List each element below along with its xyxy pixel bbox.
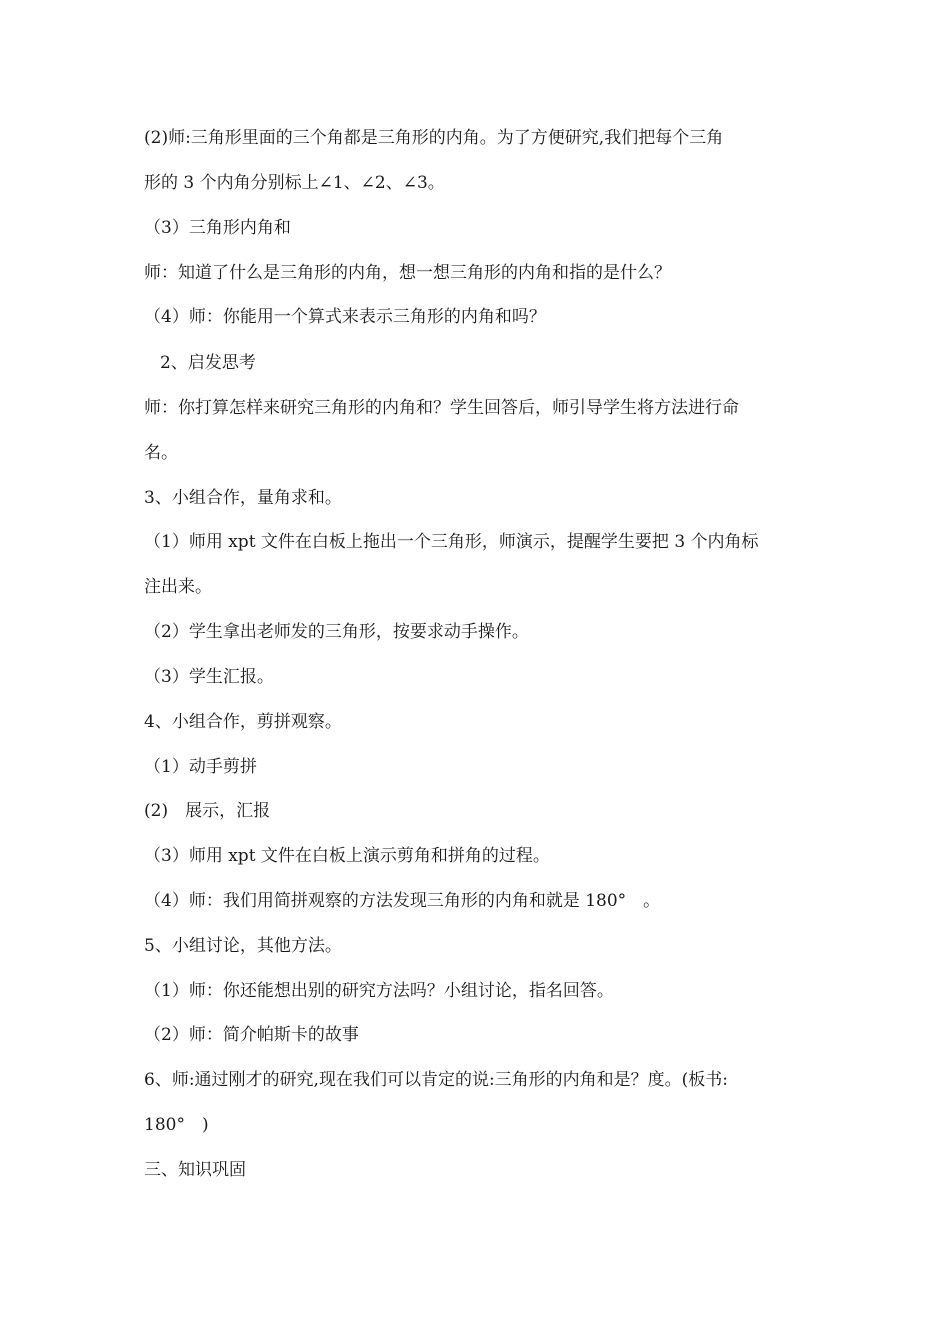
text-line-20: （1）师：你还能想出别的研究方法吗？小组讨论，指名回答。 bbox=[144, 981, 614, 1001]
text-line-16: (2) 展示，汇报 bbox=[144, 801, 271, 821]
text-line-1: (2)师:三角形里面的三个角都是三角形的内角。为了方便研究,我们把每个三角 bbox=[144, 128, 724, 148]
text-line-7: 师：你打算怎样来研究三角形的内角和？学生回答后，师引导学生将方法进行命 bbox=[144, 398, 739, 418]
section-heading-three: 三、知识巩固 bbox=[144, 1160, 246, 1180]
text-line-10: （1）师用 xpt 文件在白板上拖出一个三角形，师演示，提醒学生要把 3 个内角标 bbox=[144, 532, 759, 552]
text-line-11: 注出来。 bbox=[144, 577, 212, 597]
text-line-17: （3）师用 xpt 文件在白板上演示剪角和拼角的过程。 bbox=[144, 846, 550, 866]
text-line-13: （3）学生汇报。 bbox=[144, 667, 274, 687]
text-line-4: 师：知道了什么是三角形的内角，想一想三角形的内角和指的是什么？ bbox=[144, 263, 671, 283]
section-heading-5: 5、小组讨论，其他方法。 bbox=[144, 936, 342, 956]
text-line-2: 形的 3 个内角分别标上∠1、∠2、∠3。 bbox=[144, 173, 445, 193]
text-line-21: （2）师：简介帕斯卡的故事 bbox=[144, 1025, 359, 1045]
section-heading-3: 3、小组合作，量角求和。 bbox=[144, 488, 342, 508]
text-line-5: （4）师：你能用一个算式来表示三角形的内角和吗？ bbox=[144, 307, 546, 327]
section-heading-4: 4、小组合作，剪拼观察。 bbox=[144, 712, 342, 732]
text-line-22: 6、师:通过刚才的研究,现在我们可以肯定的说:三角形的内角和是？度。(板书: bbox=[144, 1070, 729, 1090]
section-heading-2: 2、启发思考 bbox=[160, 353, 256, 373]
text-line-15: （1）动手剪拼 bbox=[144, 757, 257, 777]
text-line-8: 名。 bbox=[144, 443, 178, 463]
text-line-12: （2）学生拿出老师发的三角形，按要求动手操作。 bbox=[144, 622, 529, 642]
text-line-18: （4）师：我们用简拼观察的方法发现三角形的内角和就是 180° 。 bbox=[144, 891, 661, 911]
text-line-23: 180° ) bbox=[144, 1115, 209, 1135]
text-line-3: （3）三角形内角和 bbox=[144, 218, 291, 238]
